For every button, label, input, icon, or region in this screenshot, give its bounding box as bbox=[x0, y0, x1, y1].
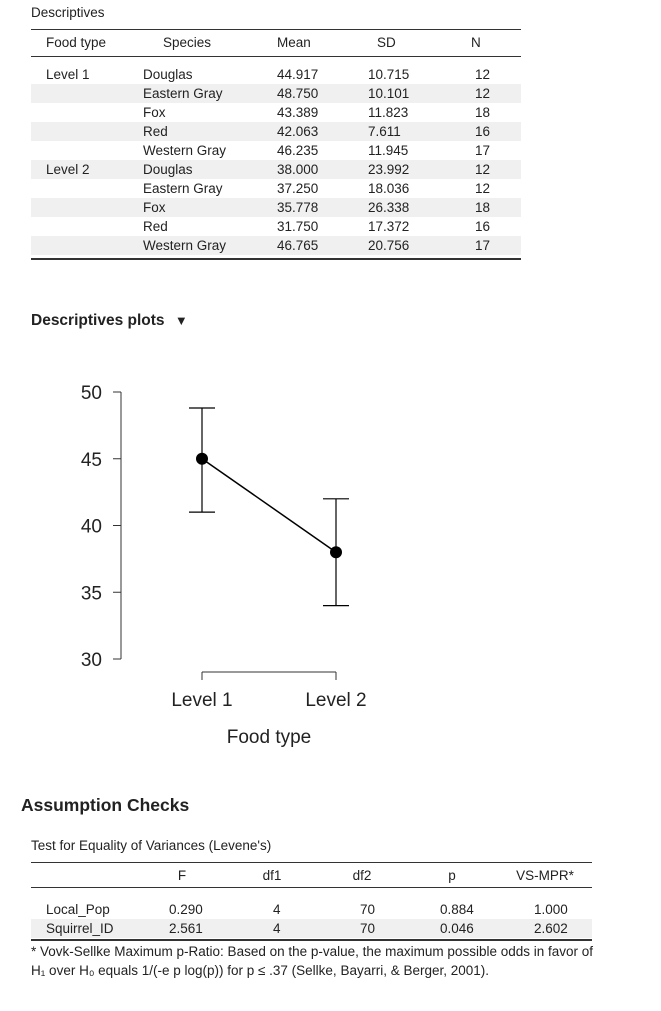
levene-table bbox=[0, 860, 661, 950]
header-mean: Mean bbox=[277, 35, 311, 50]
header-sd: SD bbox=[377, 35, 396, 50]
cell-mean: 35.778 bbox=[277, 200, 319, 215]
data-point bbox=[330, 546, 342, 558]
cell-n: 17 bbox=[475, 238, 491, 253]
levene-footnote: * Vovk-Sellke Maximum p-Ratio: Based on the p-value, the maximum possible odds in favor of H₁ over H₀ equals 1/(-e p log(p)) for p ≤ .37 (Sellke, Bayarri, & Berger, 2001). bbox=[31, 944, 594, 978]
triangle-down-icon[interactable]: ▼ bbox=[174, 313, 188, 328]
cell-food-type: Level 2 bbox=[46, 162, 90, 177]
assumption-checks-title: Assumption Checks bbox=[21, 795, 190, 815]
levene-row-df1: 4 bbox=[273, 921, 281, 936]
cell-mean: 43.389 bbox=[277, 105, 319, 120]
levene-row-p: 0.884 bbox=[440, 902, 474, 917]
cell-species: Fox bbox=[143, 105, 166, 120]
y-tick-label: 30 bbox=[80, 650, 102, 671]
cell-n: 12 bbox=[475, 181, 491, 196]
plots-section-label: Descriptives plots bbox=[31, 312, 165, 329]
table-row-stripe bbox=[31, 236, 521, 255]
levene-row-name: Local_Pop bbox=[46, 902, 110, 917]
cell-mean: 46.235 bbox=[277, 143, 319, 158]
descriptives-title: Descriptives bbox=[31, 5, 105, 20]
cell-n: 18 bbox=[475, 105, 491, 120]
cell-sd: 17.372 bbox=[368, 219, 410, 234]
cell-n: 12 bbox=[475, 162, 491, 177]
levene-table-title: Test for Equality of Variances (Levene's) bbox=[31, 838, 272, 853]
table-top-rule bbox=[31, 29, 521, 30]
levene-row-df1: 4 bbox=[273, 902, 281, 917]
levene-header-df2: df2 bbox=[352, 868, 372, 883]
cell-n: 18 bbox=[475, 200, 491, 215]
levene-row-df2: 70 bbox=[360, 902, 376, 917]
table-row-stripe bbox=[31, 198, 521, 217]
levene-row-p: 0.046 bbox=[440, 921, 474, 936]
cell-species: Red bbox=[143, 219, 168, 234]
descriptives-table bbox=[0, 0, 661, 270]
cell-sd: 20.756 bbox=[368, 238, 410, 253]
header-n: N bbox=[471, 35, 481, 50]
cell-mean: 42.063 bbox=[277, 124, 319, 139]
levene-row-df2: 70 bbox=[360, 921, 376, 936]
cell-sd: 23.992 bbox=[368, 162, 410, 177]
levene-header-f: F bbox=[177, 868, 187, 883]
cell-species: Eastern Gray bbox=[143, 181, 223, 196]
cell-species: Douglas bbox=[143, 162, 193, 177]
series-line bbox=[202, 459, 336, 552]
cell-sd: 11.823 bbox=[368, 105, 409, 120]
cell-sd: 11.945 bbox=[368, 143, 409, 158]
levene-header-rule bbox=[31, 887, 592, 888]
levene-header-vsmpr: VS-MPR* bbox=[516, 868, 574, 883]
levene-header-df1: df1 bbox=[262, 868, 282, 883]
cell-mean: 48.750 bbox=[277, 86, 319, 101]
header-species: Species bbox=[163, 35, 212, 50]
cell-species: Fox bbox=[143, 200, 166, 215]
levene-row-vsmpr: 2.602 bbox=[534, 921, 568, 936]
table-header-rule bbox=[31, 56, 521, 57]
cell-sd: 10.101 bbox=[368, 86, 410, 101]
table-row-stripe bbox=[31, 122, 521, 141]
cell-sd: 26.338 bbox=[368, 200, 410, 215]
cell-n: 12 bbox=[475, 67, 491, 82]
y-tick-label: 40 bbox=[80, 516, 102, 538]
cell-food-type: Level 1 bbox=[46, 67, 90, 82]
y-tick-label: 45 bbox=[80, 449, 102, 471]
y-tick-label: 35 bbox=[80, 583, 102, 605]
table-row-stripe bbox=[31, 160, 521, 179]
levene-row-vsmpr: 1.000 bbox=[534, 902, 568, 917]
cell-species: Eastern Gray bbox=[143, 86, 223, 101]
levene-row-f: 0.290 bbox=[169, 902, 203, 917]
y-tick-label: 50 bbox=[80, 383, 102, 404]
header-food-type: Food type bbox=[46, 35, 107, 50]
cell-n: 16 bbox=[475, 219, 491, 234]
cell-n: 12 bbox=[475, 86, 491, 101]
levene-row-f: 2.561 bbox=[169, 921, 203, 936]
levene-bottom-rule bbox=[31, 939, 592, 941]
data-point bbox=[196, 453, 208, 465]
cell-mean: 46.765 bbox=[277, 238, 319, 253]
descriptives-plot bbox=[0, 370, 400, 760]
cell-sd: 18.036 bbox=[368, 181, 410, 196]
cell-sd: 10.715 bbox=[368, 67, 410, 82]
x-tick-label: Level 2 bbox=[305, 690, 367, 711]
cell-mean: 44.917 bbox=[277, 67, 319, 82]
plots-section-title[interactable] bbox=[31, 312, 188, 330]
levene-row-name: Squirrel_ID bbox=[46, 921, 114, 936]
levene-row-stripe bbox=[31, 919, 592, 938]
cell-n: 16 bbox=[475, 124, 491, 139]
cell-n: 17 bbox=[475, 143, 491, 158]
table-row-stripe bbox=[31, 84, 521, 103]
cell-species: Douglas bbox=[143, 67, 193, 82]
cell-species: Red bbox=[143, 124, 168, 139]
levene-header-p: p bbox=[448, 868, 456, 883]
x-tick-label: Level 1 bbox=[171, 690, 233, 711]
cell-mean: 37.250 bbox=[277, 181, 319, 196]
cell-sd: 7.611 bbox=[368, 124, 401, 139]
levene-top-rule bbox=[31, 862, 592, 863]
cell-mean: 31.750 bbox=[277, 219, 319, 234]
x-axis-title: Food type bbox=[226, 727, 312, 748]
cell-species: Western Gray bbox=[143, 143, 227, 158]
cell-mean: 38.000 bbox=[277, 162, 319, 177]
table-bottom-rule bbox=[31, 258, 521, 260]
cell-species: Western Gray bbox=[143, 238, 227, 253]
